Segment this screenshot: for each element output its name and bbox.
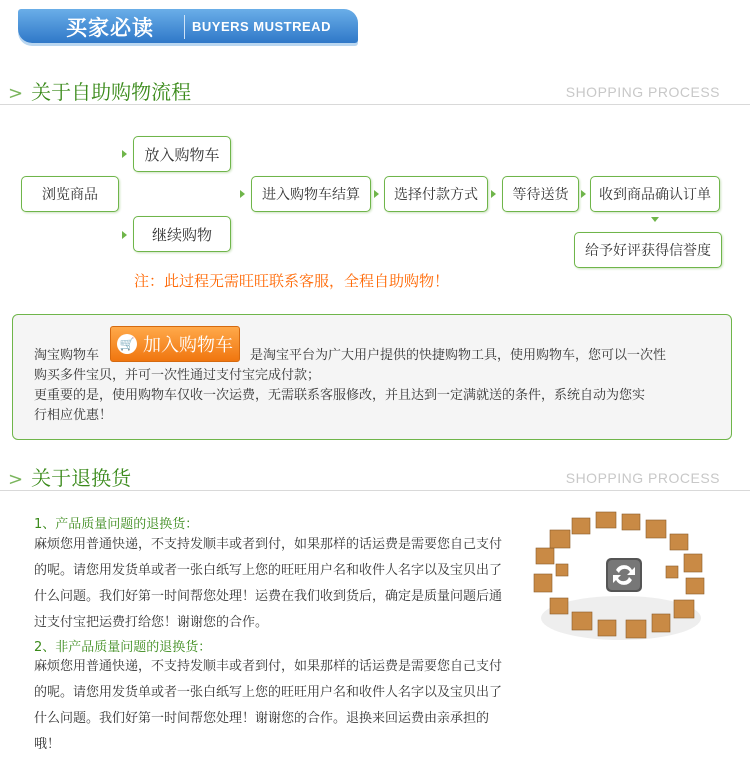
banner-title-cn: 买家必读 — [66, 16, 154, 40]
arrow-right-icon — [374, 190, 379, 198]
flow-step-checkout: 进入购物车结算 — [251, 176, 371, 212]
add-to-cart-label: 加入购物车 — [143, 335, 233, 356]
section-title-text: 关于退换货 — [31, 466, 132, 490]
returns-nonquality-heading: 2、非产品质量问题的退换货： — [34, 640, 212, 655]
arrow-right-icon — [491, 190, 496, 198]
arrow-right-icon — [122, 150, 127, 158]
flow-step-payment: 选择付款方式 — [384, 176, 488, 212]
arrow-down-icon — [651, 217, 659, 222]
section-title-text: 关于自助购物流程 — [31, 80, 192, 104]
cart-desc-line1: 是淘宝平台为广大用户提供的快捷购物工具，使用购物车，您可以一次性 — [250, 348, 667, 363]
banner-divider — [184, 15, 185, 39]
flow-step-review: 给予好评获得信誉度 — [574, 232, 722, 268]
cart-desc-line2: 购买多件宝贝，并可一次性通过支付宝完成付款； — [34, 368, 321, 383]
chevron-right-icon: > — [8, 469, 24, 490]
cart-desc-line4: 行相应优惠！ — [34, 408, 113, 423]
self-service-note: 注：此过程无需旺旺联系客服，全程自助购物！ — [134, 272, 450, 290]
shopping-cart-icon: 🛒 — [117, 334, 137, 354]
chevron-right-icon: > — [8, 83, 24, 104]
flow-step-browse: 浏览商品 — [21, 176, 119, 212]
divider — [0, 104, 750, 105]
cart-desc-line3: 更重要的是，使用购物车仅收一次运费，无需联系客服修改，并且达到一定满就送的条件，系统自动为您实 — [34, 388, 646, 403]
cart-label: 淘宝购物车 — [34, 348, 100, 363]
returns-quality-heading: 1、产品质量问题的退换货： — [34, 517, 199, 532]
arrow-right-icon — [581, 190, 586, 198]
returns-quality-text: 麻烦您用普通快递，不支持发顺丰或者到付，如果那样的话运费是需要您自己支付的呢。请您用发货单或者一张白纸写上您的旺旺用户名和收件人名字以及宝贝出了什么问题。我们好第一时间帮您处理！运费在我们收到货后，确定是质量问题后通过支付宝把运费打给您！谢谢您的合作。 — [34, 537, 503, 630]
section-subtitle: SHOPPING PROCESS — [565, 470, 720, 486]
section-returns-title — [8, 462, 131, 491]
buyers-mustread-banner — [18, 9, 358, 43]
flow-step-wait: 等待送货 — [502, 176, 579, 212]
arrow-right-icon — [240, 190, 245, 198]
flow-step-add-cart: 放入购物车 — [133, 136, 231, 172]
divider — [0, 490, 750, 491]
arrow-right-icon — [122, 231, 127, 239]
refresh-icon — [606, 558, 642, 592]
flow-step-continue: 继续购物 — [133, 216, 231, 252]
flow-step-confirm: 收到商品确认订单 — [590, 176, 720, 212]
returns-nonquality-text: 麻烦您用普通快递，不支持发顺丰或者到付，如果那样的话运费是需要您自己支付的呢。请您用发货单或者一张白纸写上您的旺旺用户名和收件人名字以及宝贝出了什么问题。我们好第一时间帮您处理！谢谢您的合作。退换来回运费由亲承担的哦！ — [34, 659, 503, 752]
boxes-ring-illustration — [526, 508, 716, 658]
add-to-cart-button[interactable] — [110, 326, 240, 362]
banner-title-en: BUYERS MUSTREAD — [192, 19, 331, 34]
section-shopping-process-title — [8, 76, 191, 105]
section-subtitle: SHOPPING PROCESS — [565, 84, 720, 100]
